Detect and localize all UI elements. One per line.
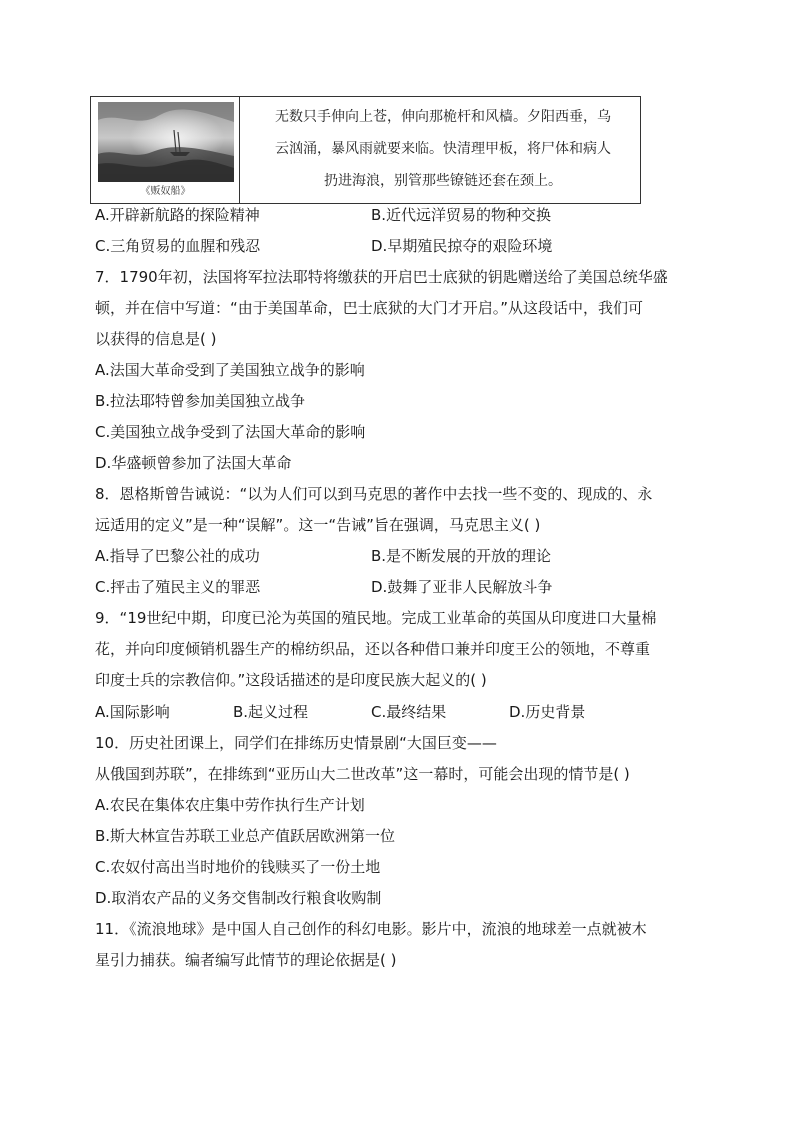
- q9-option-c: C.最终结果: [371, 703, 447, 721]
- q6-option-d: D.早期殖民掠夺的艰险环境: [371, 237, 553, 255]
- q9-option-d: D.历史背景: [509, 703, 586, 721]
- q10-stem-line: 从俄国到苏联”，在排练到“亚历山大二世改革”这一幕时，可能会出现的情节是( ): [95, 765, 630, 783]
- q9-stem-line: 9．“19世纪中期，印度已沦为英国的殖民地。完成工业革命的英国从印度进口大量棉: [95, 609, 657, 627]
- question-6-figure: [90, 96, 641, 204]
- poem-line: 无数只手伸向上苍，伸向那桅杆和风樯。夕阳西垂，乌: [275, 109, 611, 125]
- poem-text: [251, 101, 635, 197]
- q11-stem-line: 星引力捕获。编者编写此情节的理论依据是( ): [95, 951, 397, 969]
- painting-panel: [91, 97, 240, 203]
- q8-option-b: B.是不断发展的开放的理论: [371, 547, 552, 565]
- q10-option-a: A.农民在集体农庄集中劳作执行生产计划: [95, 796, 365, 814]
- q10-option-d: D.取消农产品的义务交售制改行粮食收购制: [95, 889, 382, 907]
- q8-option-d: D.鼓舞了亚非人民解放斗争: [371, 578, 553, 596]
- q11-stem-line: 11．《流浪地球》是中国人自己创作的科幻电影。影片中，流浪的地球差一点就被木: [95, 920, 647, 938]
- poem-line: 扔进海浪，别管那些镣链还套在颈上。: [324, 173, 562, 189]
- q9-stem-line: 花，并向印度倾销机器生产的棉纺织品，还以各种借口兼并印度王公的领地，不尊重: [95, 640, 651, 658]
- q7-option-a: A.法国大革命受到了美国独立战争的影响: [95, 361, 365, 379]
- q7-stem-line: 7．1790年初，法国将军拉法耶特将缴获的开启巴士底狱的钥匙赠送给了美国总统华盛: [95, 268, 668, 286]
- q9-option-a: A.国际影响: [95, 703, 170, 721]
- q6-option-b: B.近代远洋贸易的物种交换: [371, 206, 552, 224]
- q10-option-c: C.农奴付高出当时地价的钱赎买了一份土地: [95, 858, 381, 876]
- q7-option-c: C.美国独立战争受到了法国大革命的影响: [95, 423, 366, 441]
- poem-line: 云汹涌，暴风雨就要来临。快清理甲板，将尸体和病人: [275, 141, 611, 157]
- q7-option-b: B.拉法耶特曾参加美国独立战争: [95, 392, 306, 410]
- q7-stem-line: 顿，并在信中写道：“由于美国革命，巴士底狱的大门才开启。”从这段话中，我们可: [95, 299, 644, 317]
- q8-option-a: A.指导了巴黎公社的成功: [95, 547, 260, 565]
- q10-option-b: B.斯大林宣告苏联工业总产值跃居欧洲第一位: [95, 827, 396, 845]
- q8-option-c: C.抨击了殖民主义的罪恶: [95, 578, 261, 596]
- q9-option-b: B.起义过程: [233, 703, 309, 721]
- q6-option-a: A.开辟新航路的探险精神: [95, 206, 260, 224]
- slave-ship-painting-icon: [98, 102, 234, 182]
- q8-stem-line: 远适用的定义”是一种“误解”。这一“告诫”旨在强调，马克思主义( ): [95, 516, 541, 534]
- q10-stem-line: 10．历史社团课上，同学们在排练历史情景剧“大国巨变——: [95, 734, 497, 752]
- q8-stem-line: 8．恩格斯曾告诫说：“以为人们可以到马克思的著作中去找一些不变的、现成的、永: [95, 485, 653, 503]
- q9-stem-line: 印度士兵的宗教信仰。”这段话描述的是印度民族大起义的( ): [95, 671, 487, 689]
- q7-option-d: D.华盛顿曾参加了法国大革命: [95, 454, 292, 472]
- q7-stem-line: 以获得的信息是( ): [95, 330, 217, 348]
- painting-caption: 《贩奴船》: [140, 186, 191, 197]
- q6-option-c: C.三角贸易的血腥和残忍: [95, 237, 261, 255]
